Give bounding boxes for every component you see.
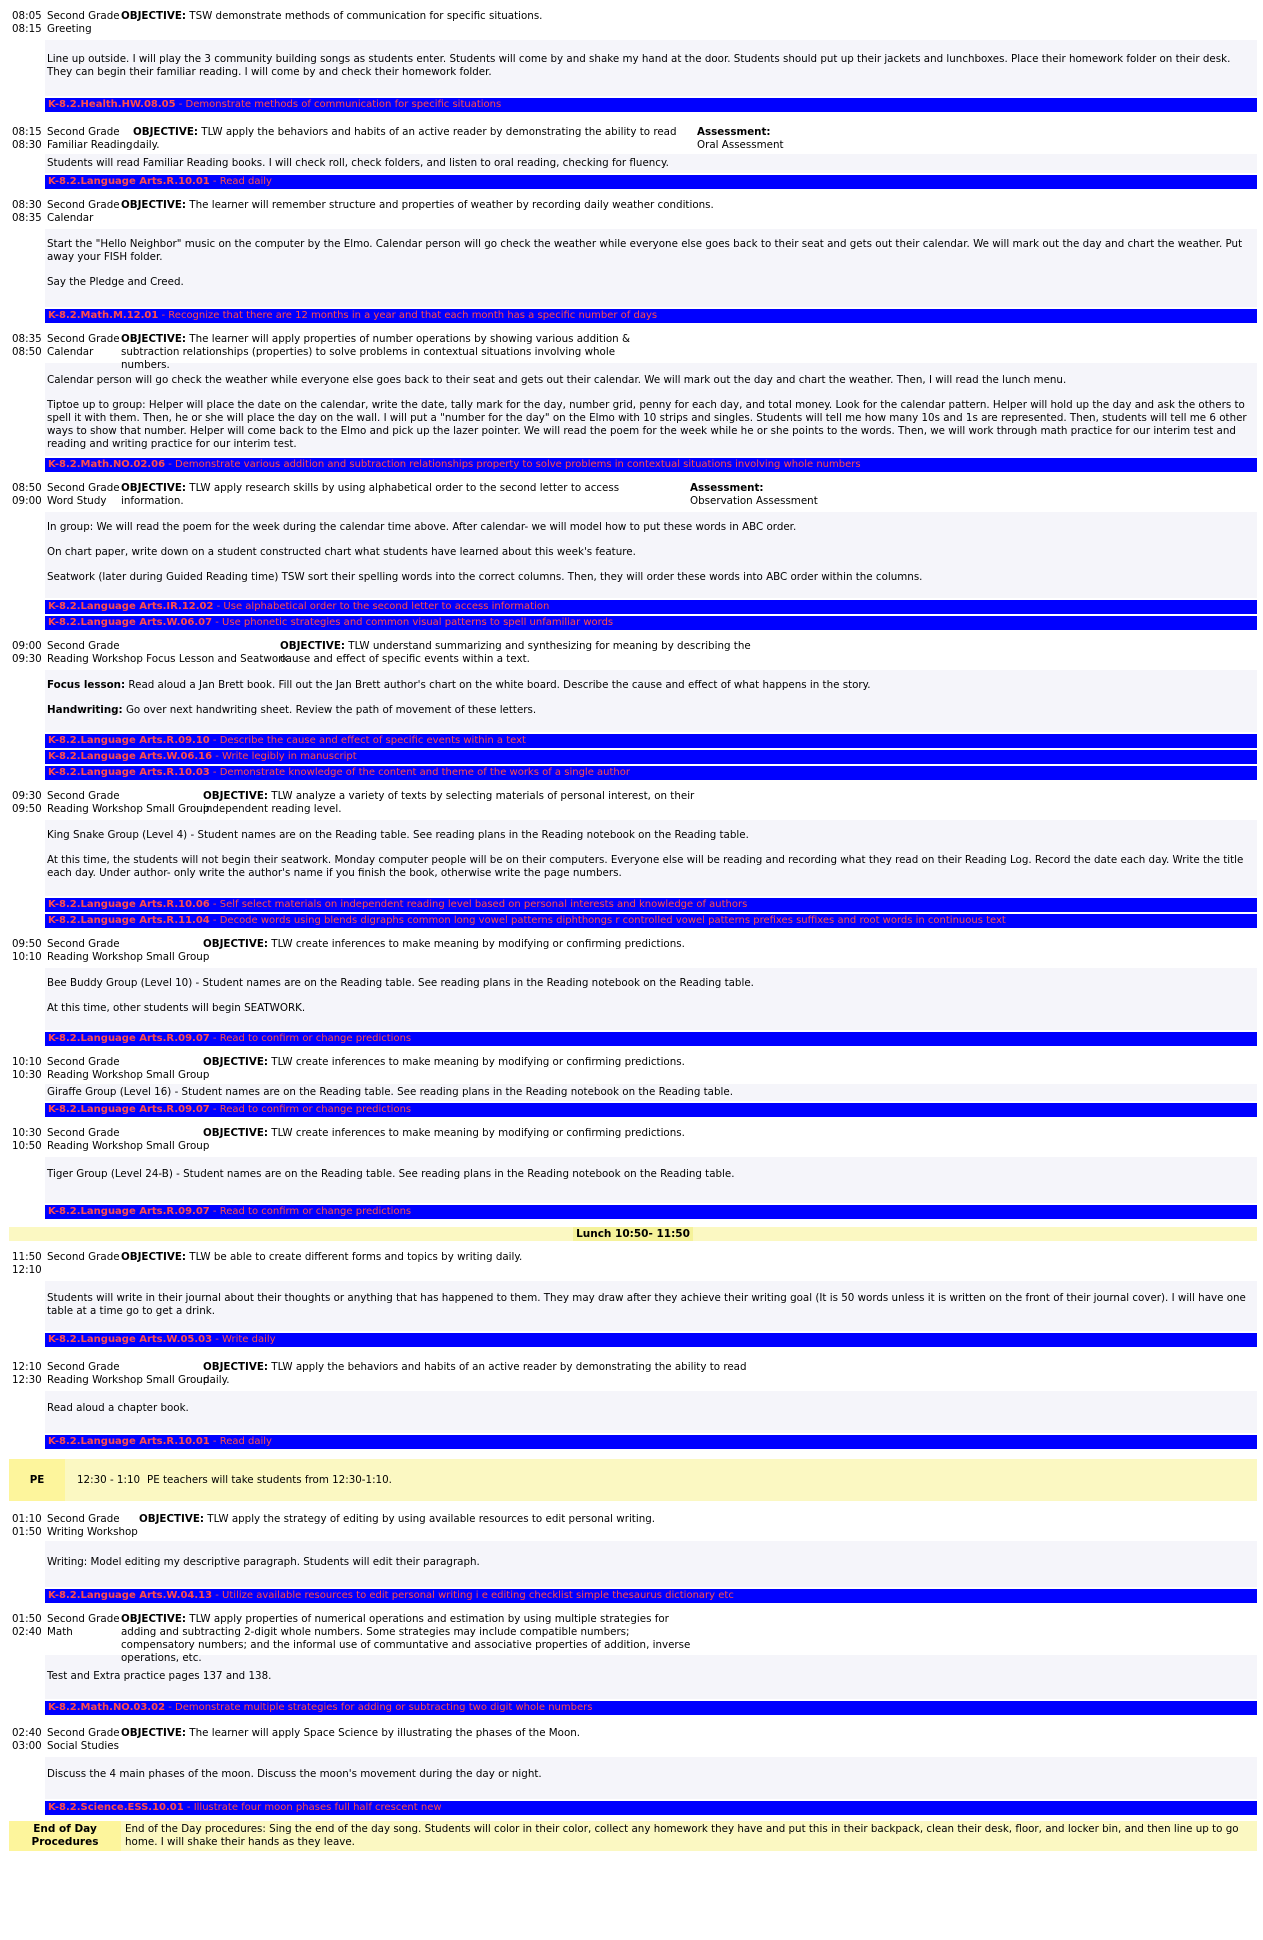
subject-label: Reading Workshop Small Group xyxy=(47,1374,210,1386)
time-range: 12:10 12:30 xyxy=(12,1361,42,1386)
standard-bar: K-8.2.Science.ESS.10.01 - Illustrate four moon phases full half crescent new xyxy=(45,1801,1257,1815)
grade-label: Second Grade xyxy=(47,640,120,652)
objective: OBJECTIVE: TLW create inferences to make meaning by modifying or confirming predictions. xyxy=(203,1056,685,1068)
objective: OBJECTIVE: The learner will apply Space Science by illustrating the phases of the Moon. xyxy=(121,1727,581,1739)
schedule-block-journal xyxy=(0,1241,1263,1347)
schedule-block-calendar xyxy=(0,189,1263,323)
time-range: 08:35 08:50 xyxy=(12,333,42,358)
assessment: Assessment: Oral Assessment xyxy=(697,126,784,151)
subject-label: Word Study xyxy=(47,495,107,507)
schedule-block-writing-workshop xyxy=(0,1501,1263,1603)
grade-label: Second Grade xyxy=(47,1251,120,1263)
grade-label: Second Grade xyxy=(47,199,120,211)
schedule-block-read-aloud xyxy=(0,1347,1263,1449)
objective: OBJECTIVE: TLW apply research skills by using alphabetical order to the second letter to access information. xyxy=(121,482,620,507)
objective: OBJECTIVE: TLW apply properties of numerical operations and estimation by using multiple strategies for adding and subtracting 2-digit whole numbers. Some strategies may include compatible numbers; compensatory numbers; and the informal use of communtative and associative properties of addition, inverse operations, etc. xyxy=(121,1613,691,1664)
grade-label: Second Grade xyxy=(47,482,120,494)
pe-block xyxy=(9,1459,1257,1501)
schedule-block-math xyxy=(0,1603,1263,1715)
time-range: 02:40 03:00 xyxy=(12,1727,42,1752)
lesson-body: Discuss the 4 main phases of the moon. Discuss the moon's movement during the day or night. xyxy=(45,1757,1257,1799)
schedule-block-greeting xyxy=(0,0,1263,112)
lunch-bar: Lunch 10:50- 11:50 xyxy=(9,1227,1257,1241)
lesson-body: King Snake Group (Level 4) - Student names are on the Reading table. See reading plans in the Reading notebook on the Reading table. At this time, the students will not begin their seatwork. Monday computer people will be on their computers. Everyone else will be reading and recording what they read on their Reading Log. Record the date each day. Write the title each day. Under author- only write the author's name if you finish the book, otherwise write the page numbers. xyxy=(45,820,1257,896)
objective: OBJECTIVE: TLW be able to create different forms and topics by writing daily. xyxy=(121,1251,523,1263)
lesson-body: Writing: Model editing my descriptive paragraph. Students will edit their paragraph. xyxy=(45,1541,1257,1587)
assessment: Assessment: Observation Assessment xyxy=(690,482,818,507)
schedule-block-small-group-1 xyxy=(0,780,1263,928)
time-range: 08:50 09:00 xyxy=(12,482,42,507)
subject-label: Writing Workshop xyxy=(47,1526,138,1538)
time-range: 11:50 12:10 xyxy=(12,1251,42,1276)
lesson-body: Start the "Hello Neighbor" music on the computer by the Elmo. Calendar person will go check the weather while everyone else goes back to their seat and gets out their calendar. We will mark out the day and chart the weather. Put away your FISH folder. Say the Pledge and Creed. xyxy=(45,229,1257,307)
schedule-block-small-group-3 xyxy=(0,1046,1263,1117)
schedule-block-familiar-reading xyxy=(0,112,1263,189)
standard-bar: K-8.2.Language Arts.R.09.07 - Read to confirm or change predictions xyxy=(45,1103,1257,1117)
objective: OBJECTIVE: TLW understand summarizing and synthesizing for meaning by describing the cause and effect of specific events within a text. xyxy=(280,640,751,665)
lesson-body: Students will write in their journal about their thoughts or anything that has happened to them. They may draw after they achieve their writing goal (It is 50 words unless it is written on the front of their journal cover). I will have one table at a time go to get a drink. xyxy=(45,1281,1257,1331)
grade-label: Second Grade xyxy=(47,333,120,345)
standard-bar: K-8.2.Language Arts.R.09.10 - Describe the cause and effect of specific events within a text xyxy=(45,734,1257,748)
subject-label: Reading Workshop Small Group xyxy=(47,951,210,963)
standard-bar: K-8.2.Math.NO.02.06 - Demonstrate various addition and subtraction relationships property to solve problems in contextual situations involving whole numbers xyxy=(45,458,1257,472)
subject-label: Reading Workshop Focus Lesson and Seatwork xyxy=(47,653,289,665)
grade-label: Second Grade xyxy=(47,10,120,22)
time-range: 01:10 01:50 xyxy=(12,1513,42,1538)
schedule-block-word-study xyxy=(0,472,1263,630)
lesson-body: Tiger Group (Level 24-B) - Student names are on the Reading table. See reading plans in the Reading notebook on the Reading table. xyxy=(45,1157,1257,1203)
schedule-block-focus-lesson xyxy=(0,630,1263,780)
standard-bar: K-8.2.Language Arts.W.06.07 - Use phonetic strategies and common visual patterns to spell unfamiliar words xyxy=(45,616,1257,630)
standard-bar: K-8.2.Math.M.12.01 - Recognize that there are 12 months in a year and that each month has a specific number of days xyxy=(45,309,1257,323)
end-of-day-text: End of the Day procedures: Sing the end of the day song. Students will color in their color, collect any homework they have and put this in their backpack, clean their desk, floor, and locker bin, and then line up to go home. I will shake their hands as they leave. xyxy=(121,1821,1257,1851)
grade-label: Second Grade xyxy=(47,1361,120,1373)
time-range: 01:50 02:40 xyxy=(12,1613,42,1638)
objective: OBJECTIVE: TLW analyze a variety of texts by selecting materials of personal interest, on their independent reading level. xyxy=(203,790,695,815)
subject-label: Calendar xyxy=(47,346,94,358)
grade-label: Second Grade xyxy=(47,1127,120,1139)
lesson-body: Line up outside. I will play the 3 community building songs as students enter. Students will come by and shake my hand at the door. Students should put up their jackets and lunchboxes. Place their homework folder on their desk. They can begin their familiar reading. I will come by and check their homework folder. xyxy=(45,40,1257,96)
lesson-body: Students will read Familiar Reading books. I will check roll, check folders, and listen to oral reading, checking for fluency. xyxy=(45,154,1257,173)
grade-label: Second Grade xyxy=(47,126,120,138)
objective: OBJECTIVE: TLW apply the behaviors and habits of an active reader by demonstrating the ability to read daily. xyxy=(203,1361,747,1386)
time-range: 09:30 09:50 xyxy=(12,790,42,815)
time-range: 08:15 08:30 xyxy=(12,126,42,151)
standard-bar: K-8.2.Language Arts.R.10.06 - Self select materials on independent reading level based on personal interests and knowledge of authors xyxy=(45,898,1257,912)
schedule-block-calendar-math xyxy=(0,323,1263,472)
objective: OBJECTIVE: TLW apply the strategy of editing by using available resources to edit personal writing. xyxy=(139,1513,656,1525)
grade-label: Second Grade xyxy=(47,1613,120,1625)
objective: OBJECTIVE: The learner will remember structure and properties of weather by recording daily weather conditions. xyxy=(121,199,714,211)
subject-label: Social Studies xyxy=(47,1740,119,1752)
standard-bar: K-8.2.Language Arts.R.10.01 - Read daily xyxy=(45,175,1257,189)
lesson-body: Bee Buddy Group (Level 10) - Student names are on the Reading table. See reading plans in the Reading notebook on the Reading table. At this time, other students will begin SEATWORK. xyxy=(45,968,1257,1030)
subject-label: Math xyxy=(47,1626,73,1638)
grade-label: Second Grade xyxy=(47,1727,120,1739)
subject-label: Familiar Reading xyxy=(47,139,133,151)
subject-label: Calendar xyxy=(47,212,94,224)
objective: OBJECTIVE: TLW create inferences to make meaning by modifying or confirming predictions. xyxy=(203,1127,685,1139)
standard-bar: K-8.2.Math.NO.03.02 - Demonstrate multiple strategies for adding or subtracting two digit whole numbers xyxy=(45,1701,1257,1715)
objective: OBJECTIVE: TSW demonstrate methods of communication for specific situations. xyxy=(121,10,543,22)
objective: OBJECTIVE: The learner will apply properties of number operations by showing various addition & subtraction relationships (properties) to solve problems in contextual situations involving whole numbers. xyxy=(121,333,631,371)
standard-bar: K-8.2.Language Arts.W.05.03 - Write daily xyxy=(45,1333,1257,1347)
grade-label: Second Grade xyxy=(47,1056,120,1068)
end-of-day-block xyxy=(9,1821,1257,1851)
time-range: 09:50 10:10 xyxy=(12,938,42,963)
end-of-day-tag: End of Day Procedures xyxy=(9,1821,121,1851)
standard-bar: K-8.2.Language Arts.W.06.16 - Write legibly in manuscript xyxy=(45,750,1257,764)
subject-label: Greeting xyxy=(47,23,92,35)
schedule-block-social-studies xyxy=(0,1715,1263,1815)
pe-text: PE teachers will take students from 12:30-1:10. xyxy=(147,1473,392,1486)
grade-label: Second Grade xyxy=(47,938,120,950)
time-range: 10:10 10:30 xyxy=(12,1056,42,1081)
schedule-block-small-group-4 xyxy=(0,1117,1263,1219)
time-range: 08:30 08:35 xyxy=(12,199,42,224)
lesson-body: Read aloud a chapter book. xyxy=(45,1391,1257,1433)
lesson-body: In group: We will read the poem for the week during the calendar time above. After calendar- we will model how to put these words in ABC order. On chart paper, write down on a student constructed chart what students have learned about this week's feature. Seatwork (later during Guided Reading time) TSW sort their spelling words into the correct columns. Then, they will order these words into ABC order within the columns. xyxy=(45,512,1257,598)
standard-bar: K-8.2.Language Arts.R.10.01 - Read daily xyxy=(45,1435,1257,1449)
lesson-body: Calendar person will go check the weather while everyone else goes back to their seat and gets out their calendar. We will mark out the day and chart the weather. Then, I will read the lunch menu. Tiptoe up to group: Helper will place the date on the calendar, write the date, tally mark for the day, number grid, penny for each day, and total money. Look for the calendar pattern. Helper will hold up the day and ask the others to spell it with them. Then, he or she will place the day on the wall. I will put a "number for the day" on the Elmo with 10 strips and singles. Students will tell me how many 10s and 1s are represented. Then, students will tell me 6 other ways to show that number. Helper will come back to the Elmo and pick up the lazer pointer. We will read the poem for the week while he or she points to the words. Then, we will work through math practice for our interim test and reading and writing practice for our interim test. xyxy=(45,363,1257,456)
objective: OBJECTIVE: TLW apply the behaviors and habits of an active reader by demonstrating the ability to read daily. xyxy=(133,126,677,151)
standard-bar: K-8.2.Language Arts.R.11.04 - Decode words using blends digraphs common long vowel patterns diphthongs r controlled vowel patterns prefixes suffixes and root words in continuous text xyxy=(45,914,1257,928)
subject-label: Reading Workshop Small Group xyxy=(47,1069,210,1081)
time-range: 08:05 08:15 xyxy=(12,10,42,35)
lesson-body: Giraffe Group (Level 16) - Student names are on the Reading table. See reading plans in the Reading notebook on the Reading table. xyxy=(45,1084,1257,1101)
time-range: 10:30 10:50 xyxy=(12,1127,42,1152)
lesson-body: Focus lesson: Read aloud a Jan Brett book. Fill out the Jan Brett author's chart on the white board. Describe the cause and effect of what happens in the story. Handwriting: Go over next handwriting sheet. Review the path of movement of these letters. xyxy=(45,670,1257,732)
pe-time: 12:30 - 1:10 xyxy=(77,1473,141,1486)
standard-bar: K-8.2.Language Arts.R.10.03 - Demonstrate knowledge of the content and theme of the works of a single author xyxy=(45,766,1257,780)
standard-bar: K-8.2.Language Arts.R.09.07 - Read to confirm or change predictions xyxy=(45,1205,1257,1219)
subject-label: Reading Workshop Small Group xyxy=(47,803,210,815)
pe-tag: PE xyxy=(9,1459,65,1501)
grade-label: Second Grade xyxy=(47,1513,120,1525)
grade-label: Second Grade xyxy=(47,790,120,802)
standard-bar: K-8.2.Language Arts.IR.12.02 - Use alphabetical order to the second letter to access information xyxy=(45,600,1257,614)
standard-bar: K-8.2.Language Arts.R.09.07 - Read to confirm or change predictions xyxy=(45,1032,1257,1046)
subject-label: Reading Workshop Small Group xyxy=(47,1140,210,1152)
standard-bar: K-8.2.Health.HW.08.05 - Demonstrate methods of communication for specific situations xyxy=(45,98,1257,112)
standard-bar: K-8.2.Language Arts.W.04.13 - Utilize available resources to edit personal writing i e editing checklist simple thesaurus dictionary etc xyxy=(45,1589,1257,1603)
objective: OBJECTIVE: TLW create inferences to make meaning by modifying or confirming predictions. xyxy=(203,938,685,950)
schedule-block-small-group-2 xyxy=(0,928,1263,1046)
lesson-body: Test and Extra practice pages 137 and 138. xyxy=(45,1655,1257,1699)
time-range: 09:00 09:30 xyxy=(12,640,42,665)
